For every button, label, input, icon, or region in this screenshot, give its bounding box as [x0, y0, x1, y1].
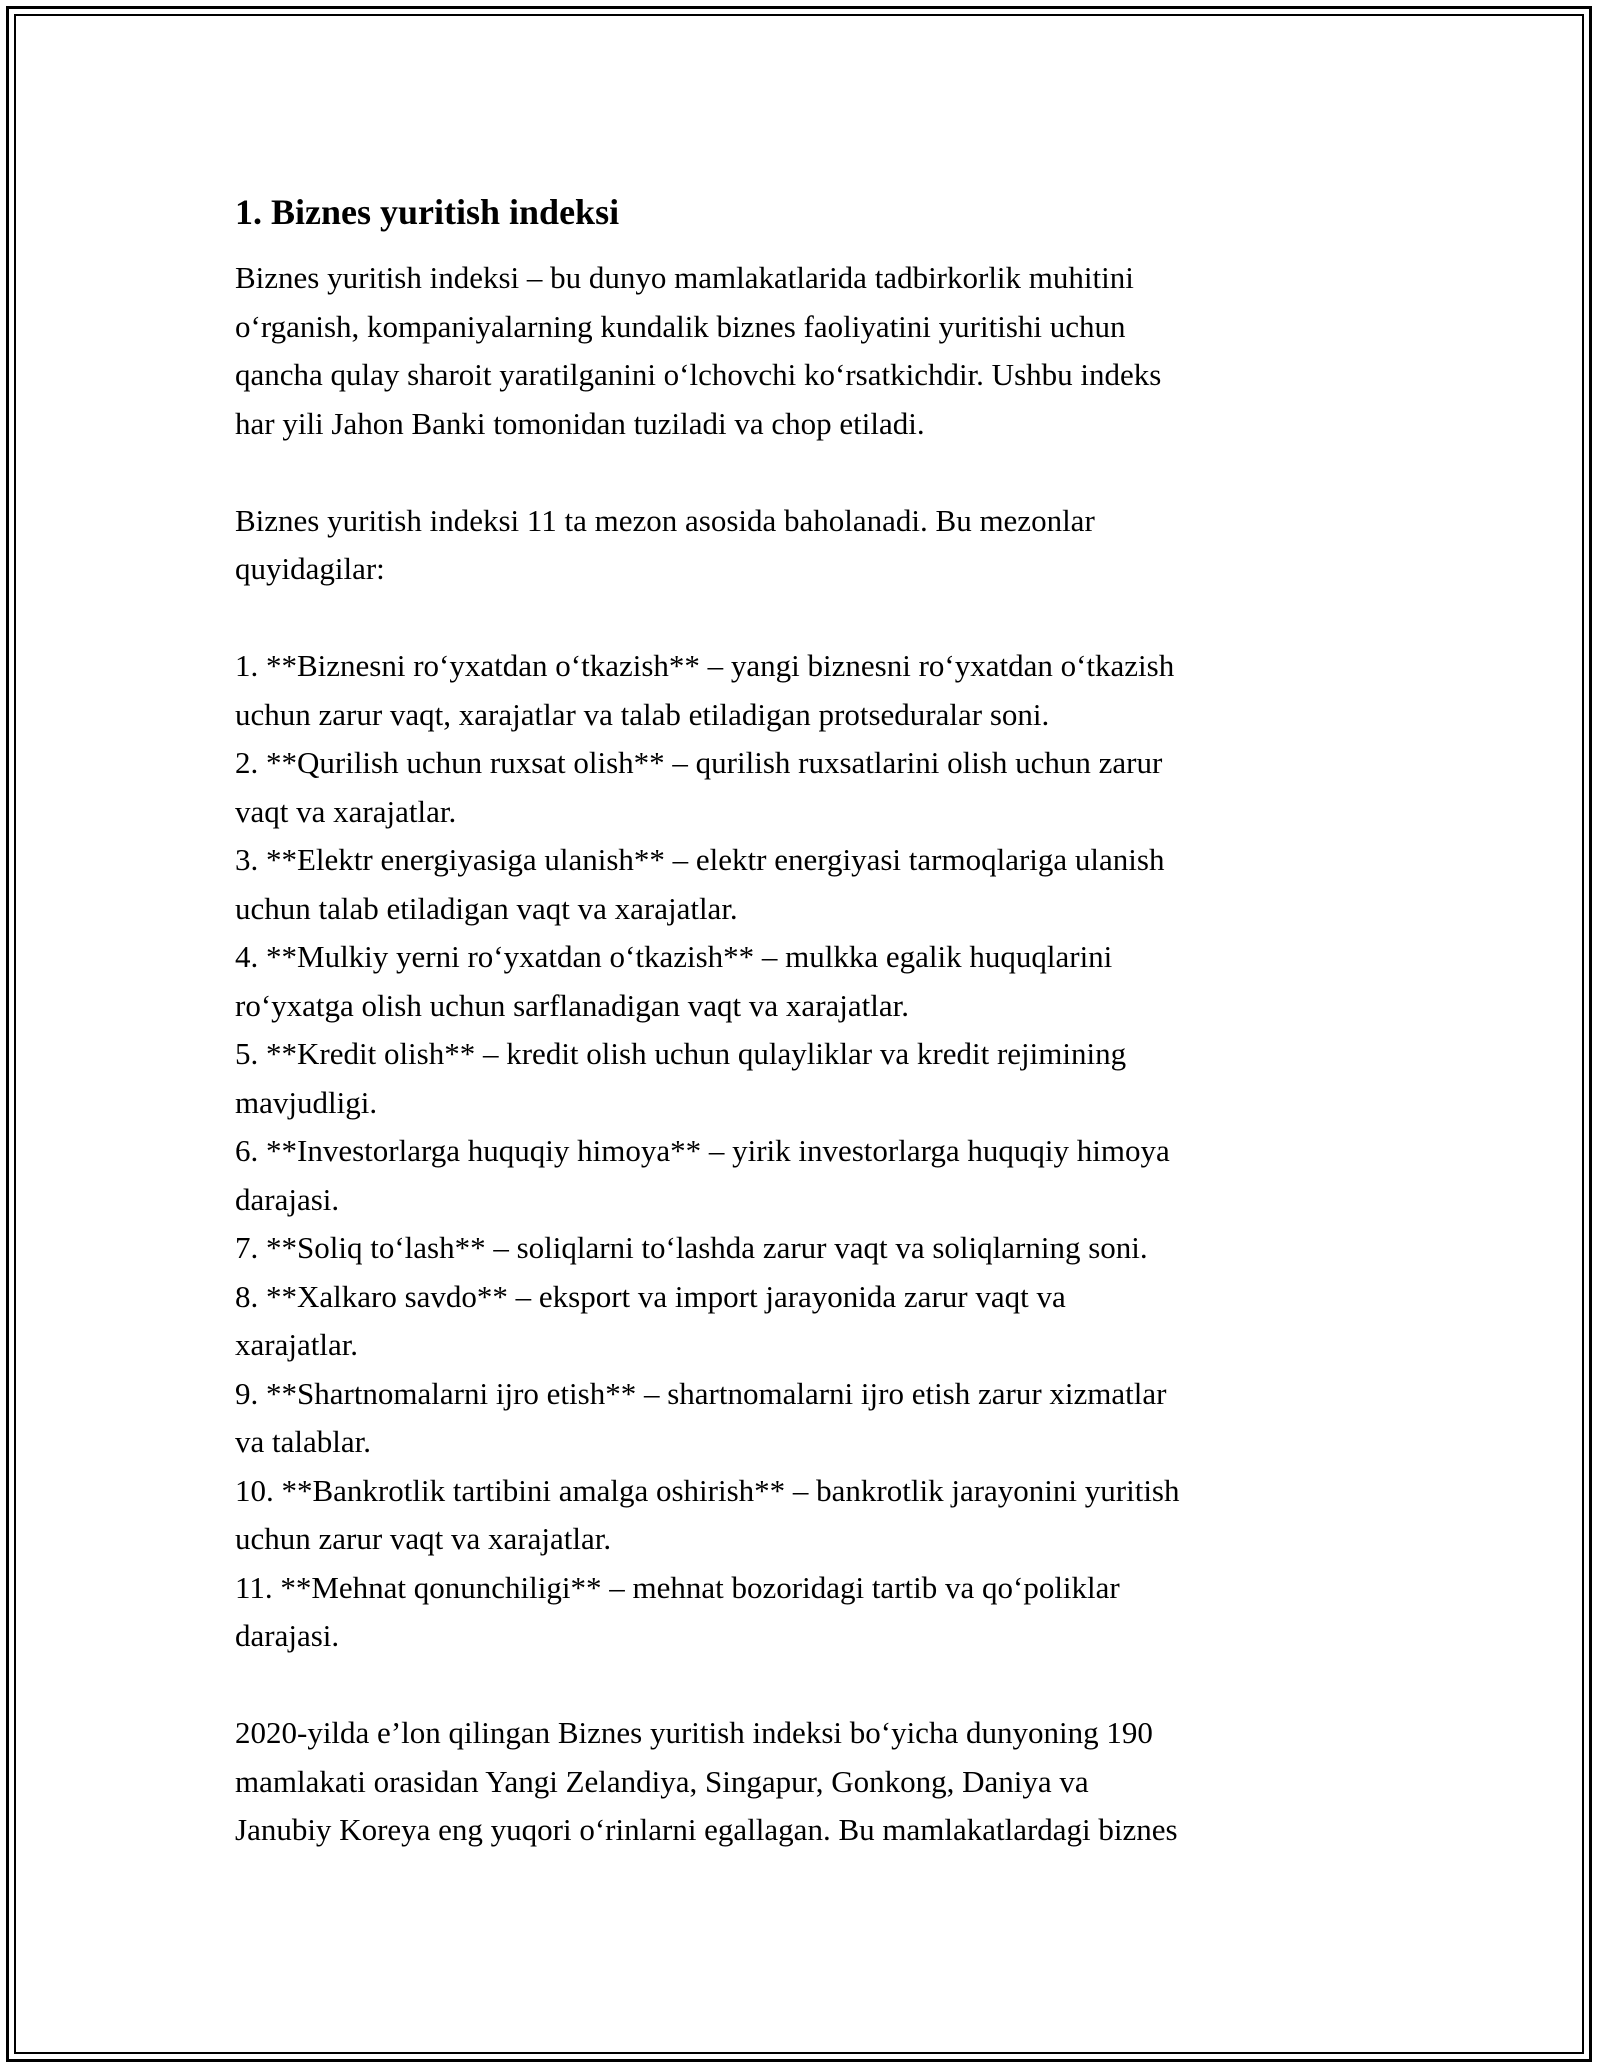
list-item-line: 3. **Elektr energiyasiga ulanish** – elektr energiyasi tarmoqlariga ulanish [235, 842, 1165, 877]
list-item-line: va talablar. [235, 1424, 371, 1459]
list-item-line: mavjudligi. [235, 1084, 378, 1120]
list-item-line: 9. **Shartnomalarni ijro etish** – shartnomalarni ijro etish zarur xizmatlar [235, 1375, 1167, 1411]
list-item-line: xarajatlar. [235, 1327, 359, 1362]
paragraph-gap [235, 1661, 1385, 1710]
text-line: mamlakati orasidan Yangi Zelandiya, Singapur, Gonkong, Daniya va [235, 1763, 1089, 1799]
intro-paragraph [235, 254, 1385, 448]
text-line: Biznes yuritish indeksi – bu dunyo mamlakatlarida tadbirkorlik muhitini [235, 260, 1134, 295]
criteria-list [235, 642, 1385, 1661]
list-item-line: 5. **Kredit olish** – kredit olish uchun qulayliklar va kredit rejimining [235, 1036, 1127, 1071]
text-line: quyidagilar: [235, 551, 385, 586]
list-item-line: 4. **Mulkiy yerni ro‘yxatdan o‘tkazish** – mulkka egalik huquqlarini [235, 939, 1113, 974]
list-item-line: 8. **Xalkaro savdo** – eksport va import jarayonida zarur vaqt va [235, 1278, 1066, 1314]
text-line: Biznes yuritish indeksi 11 ta mezon asosida baholanadi. Bu mezonlar [235, 502, 1095, 538]
list-item-line: uchun talab etiladigan vaqt va xarajatlar. [235, 890, 738, 926]
criteria-intro-paragraph [235, 497, 1385, 594]
list-item-line: 11. **Mehnat qonunchiligi** – mehnat bozoridagi tartib va qo‘poliklar [235, 1569, 1120, 1605]
text-line: har yili Jahon Banki tomonidan tuziladi va chop etiladi. [235, 405, 925, 441]
list-item-line: 1. **Biznesni ro‘yxatdan o‘tkazish** – yangi biznesni ro‘yxatdan o‘tkazish [235, 648, 1175, 683]
list-item-line: uchun zarur vaqt va xarajatlar. [235, 1521, 612, 1556]
list-item-line: 6. **Investorlarga huquqiy himoya** – yirik investorlarga huquqiy himoya [235, 1133, 1170, 1168]
text-line: Janubiy Koreya eng yuqori o‘rinlarni egallagan. Bu mamlakatlardagi biznes [235, 1812, 1178, 1847]
list-item-line: darajasi. [235, 1181, 340, 1217]
list-item-line: darajasi. [235, 1618, 340, 1653]
list-item-line: 10. **Bankrotlik tartibini amalga oshirish** – bankrotlik jarayonini yuritish [235, 1472, 1180, 1508]
text-line: qancha qulay sharoit yaratilganini o‘lchovchi ko‘rsatkichdir. Ushbu indeks [235, 357, 1162, 392]
list-item-line: ro‘yxatga olish uchun sarflanadigan vaqt va xarajatlar. [235, 987, 909, 1023]
paragraph-gap [235, 448, 1385, 497]
list-item-line: 2. **Qurilish uchun ruxsat olish** – qurilish ruxsatlarini olish uchun zarur [235, 745, 1163, 780]
text-line: o‘rganish, kompaniyalarning kundalik biznes faoliyatini yuritishi uchun [235, 308, 1126, 344]
list-item-line: 7. **Soliq to‘lash** – soliqlarni to‘lashda zarur vaqt va soliqlarning soni. [235, 1230, 1148, 1265]
list-item-line: vaqt va xarajatlar. [235, 793, 457, 829]
text-line: 2020-yilda e’lon qilingan Biznes yuritish indeksi bo‘yicha dunyoning 190 [235, 1715, 1153, 1750]
document-body [235, 186, 1385, 1855]
list-item-line: uchun zarur vaqt, xarajatlar va talab etiladigan protseduralar soni. [235, 696, 1050, 732]
paragraph-gap [235, 594, 1385, 643]
section-heading: 1. Biznes yuritish indeksi [235, 192, 620, 232]
closing-paragraph [235, 1709, 1385, 1855]
